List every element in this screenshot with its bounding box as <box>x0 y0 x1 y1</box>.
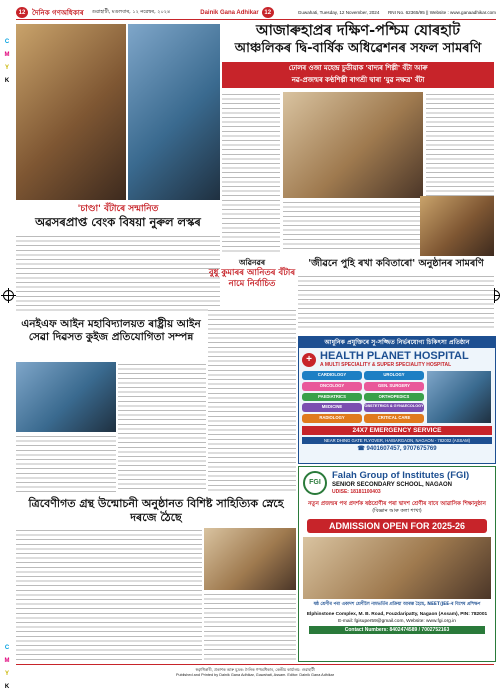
service-tag: ORTHOPEDICS <box>364 393 424 402</box>
main-headline-block <box>222 22 494 58</box>
header-date-en: Guwahati, Tuesday, 12 November, 2024 <box>297 10 380 15</box>
main-story-body-col-1 <box>222 92 280 252</box>
service-tag: UROLOGY <box>364 371 424 380</box>
cmyk-m: M <box>4 52 10 58</box>
registration-mark-icon <box>3 290 14 301</box>
header-rni-website: RNI No. 62365/95 || Website : www.ganaadhikar.com <box>387 10 496 15</box>
ad-falah-address: Elphinstone Complex, M. B. Road, Fouzdaripatty, Nagaon (Assam), PIN: 782001 <box>306 612 488 617</box>
cmyk-y: Y <box>4 671 9 677</box>
ad-health-title: HEALTH PLANET HOSPITAL <box>320 350 469 362</box>
masthead-logo: দৈনিক গণঅধিকাৰ <box>32 8 84 17</box>
ad-health-address: NEAR DHING GATE FLYOVER, HAIBARGAON, NAGAON - 782002 (ASSAM) <box>302 437 492 444</box>
poetry-story-body <box>298 274 494 330</box>
cmyk-k: K <box>4 684 10 690</box>
falah-logo-icon: FGI <box>303 471 327 495</box>
service-tag: MEDICINE <box>302 403 362 412</box>
service-tag: ONCOLOGY <box>302 382 362 391</box>
chanda-story <box>16 203 220 230</box>
cmyk-k: K <box>4 78 10 84</box>
header-paper-name: Dainik Gana Adhikar <box>200 9 259 16</box>
main-subhead-box <box>222 62 494 88</box>
ad-health-top-banner: আধুনিক প্ৰযুক্তিৰে সু-সজ্জিত নিৰ্ভৰযোগ্য চিকিৎসা প্ৰতিষ্ঠান <box>299 337 495 348</box>
tribute-story-headline: ত্ৰিবেণীগত গ্ৰন্থ উন্মোচনী অনুষ্ঠানত বিশিষ্ট সাহিত্যিক স্নেহে দৰজে ঠৈছে <box>28 497 284 524</box>
cmyk-y: Y <box>4 65 9 71</box>
chanda-story-body <box>16 234 220 314</box>
ad-falah-subtitle: SENIOR SECONDARY SCHOOL, NAGAON <box>332 482 453 488</box>
chanda-headline: অৱসৰপ্ৰাপ্ত বেংক বিষয়া নুৰুল লস্কৰ <box>35 215 201 229</box>
ad-falah-email: E-mail: fgisuper59@gmail.com, Website: www.fgi.org.in <box>338 619 456 624</box>
service-tag: PAEDIATRICS <box>302 393 362 402</box>
photo-award-ceremony <box>16 24 126 200</box>
service-tag: CRITICAL CARE <box>364 414 424 423</box>
ad-falah-group <box>298 466 496 662</box>
ad-health-subtitle: A MULTI SPECIALITY & SUPER SPECIALITY HOSPITAL <box>320 362 452 368</box>
law-story-body-2 <box>16 434 116 492</box>
hospital-logo-icon: + <box>302 353 316 367</box>
ad-falah-tagline: নতুন প্ৰজন্মৰ পথ প্ৰদৰ্শক ষষ্ঠশ্ৰেণীৰ পৰা দ্বাদশ শ্ৰেণীৰ বাবে আৱাসিক শিক্ষানুষ্ঠান <box>308 501 486 507</box>
tribute-story-body-2 <box>204 592 296 660</box>
page-header <box>16 6 496 20</box>
service-tag: OBSTETRICS & GYNAECOLOGY <box>364 403 424 412</box>
cmyk-color-bar-top <box>3 36 11 88</box>
ad-health-services <box>302 371 424 423</box>
poetry-story-headline: 'জীৱনে পুহি ৰখা কবিতাৰো' অনুষ্ঠানৰ সামৰণি <box>308 258 484 269</box>
tribute-story-body <box>16 528 202 660</box>
main-headline-line-2: আঞ্চলিকৰ দ্বি-বাৰ্ষিক অধিৱেশনৰ সফল সামৰণি <box>234 41 482 56</box>
photo-school-students <box>303 537 491 599</box>
photo-main-story-award <box>283 92 423 198</box>
service-tag: RADIOLOGY <box>302 414 362 423</box>
cmyk-color-bar-bottom <box>3 642 11 694</box>
photo-book-launch <box>204 528 296 590</box>
mid-story-headline: বুধু কুমাৰৰ আনিতৰ বঁটাৰ নামে নিৰ্বাচিত <box>208 268 296 289</box>
mid-story <box>208 258 296 290</box>
chanda-title: 'চাণ্ডা' বঁটাৰে সন্মানিত <box>77 204 159 214</box>
footer-imprint <box>16 664 494 678</box>
ad-falah-admission: ADMISSION OPEN FOR 2025-26 <box>307 519 487 533</box>
photo-hospital-building <box>427 371 491 423</box>
cmyk-c: C <box>4 39 10 45</box>
service-tag: CARDIOLOGY <box>302 371 362 380</box>
ad-health-phone-number: 9401607457, 9707675769 <box>366 446 437 452</box>
header-date-contact <box>298 10 496 15</box>
footer-line-1: স্বত্বাধিকাৰী, প্ৰকাশক আৰু মুদ্ৰক: দৈনিক গণঅধিকাৰ, কেন্দ্ৰীয় কাৰ্যালয়: গুৱাহাটী <box>195 667 315 672</box>
main-story-body-col-3 <box>283 200 423 252</box>
phone-icon: ☎ <box>357 446 367 452</box>
ad-falah-tagline-sub: (বিজ্ঞান আৰু কলা শাখা) <box>372 508 422 514</box>
service-tag: GEN. SURGERY <box>364 382 424 391</box>
main-subhead-line-1: ঢোলৰ ওজা মহেন্দ্ৰ চুতীয়াক 'বাদ্যৰ শিল্পী' বঁটা আৰু <box>288 64 428 72</box>
main-headline-line-1: আজাৰুহাপ্ৰৰ দক্ষিণ-পশ্চিম যোৰহাট <box>255 23 461 39</box>
ad-falah-udise: UDISE: 18181100403 <box>332 489 381 495</box>
mid-story-kicker: অৱিনৱৰ <box>238 258 266 267</box>
ad-health-planet-hospital <box>298 336 496 464</box>
photo-group-stage <box>128 24 220 200</box>
law-story-body <box>118 362 206 492</box>
main-subhead-line-2: নৱ-প্ৰজন্মৰ কণ্ঠশিল্পী ৰাগশ্ৰী দ্বাৰা 'যুৱ নক্ষত্ৰ' বঁটা <box>291 75 425 84</box>
ad-health-phone <box>302 445 492 453</box>
mid-story-body <box>208 308 296 492</box>
page-number-badge: 12 <box>16 7 28 18</box>
law-story-headline: এনইএফ আইন মহাবিদ্যালয়ত ৰাষ্ট্ৰীয় আইন সেৱা দিৱসত কুইজ প্ৰতিযোগিতা সম্পন্ন <box>21 318 201 343</box>
ad-falah-title: Falah Group of Institutes (FGI) <box>332 470 470 481</box>
ad-falah-note: ষষ্ঠ শ্ৰেণীৰ পৰা একাদশ শ্ৰেণীলৈ নামভৰ্তিৰ প্ৰক্ৰিয়া আৰম্ভ হৈছে, NEET/JEE-ৰ বিশেষ প্ৰশিক্ষণ <box>313 602 481 607</box>
footer-line-2: Published and Printed by Dainik Gana Adhikar, Guwahati, Assam. Editor: Dainik Gana Adhikar <box>175 672 335 677</box>
photo-law-quiz <box>16 362 116 432</box>
page-number-badge: 12 <box>262 7 274 18</box>
header-date-local: গুৱাহাটী, মঙলবাৰ, ১২ নৱেম্বৰ, ২০২৪ <box>91 8 171 15</box>
cmyk-c: C <box>4 645 10 651</box>
ad-health-emergency: 24X7 EMERGENCY SERVICE <box>302 426 492 435</box>
photo-poetry-event <box>420 196 494 256</box>
ad-falah-contact: Contact Numbers: 8402474589 / 7002752163 <box>309 626 485 634</box>
cmyk-m: M <box>4 658 10 664</box>
